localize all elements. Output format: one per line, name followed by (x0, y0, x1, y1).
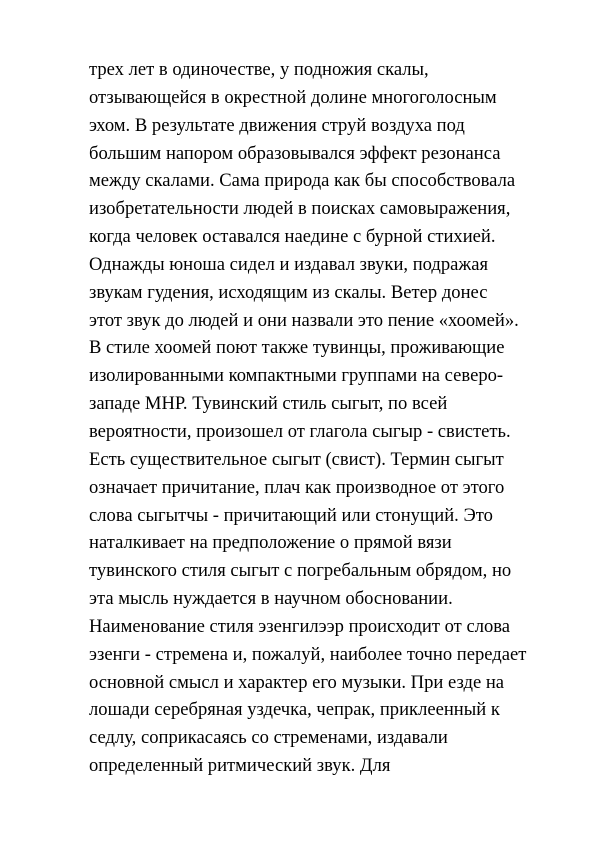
text-line-3: эхом. В результате движения струй воздуха под (89, 114, 465, 136)
text-line-13: западе МНР. Тувинский стиль сыгыт, по всей (89, 393, 448, 415)
text-line-21: Наименование стиля эзенгилээр происходит от слова (89, 615, 511, 637)
text-line-12: изолированными компактными группами на северо- (89, 365, 504, 387)
text-line-15: Есть существительное сыгыт (свист). Термин сыгыт (89, 448, 504, 470)
text-line-25: седлу, соприкасаясь со стременами, издавали (89, 727, 448, 749)
text-line-24: лошади серебряная уздечка, чепрак, приклеенный к (89, 699, 500, 721)
text-line-19: тувинского стиля сыгыт с погребальным обрядом, но (89, 560, 512, 582)
text-line-23: основной смысл и характер его музыки. При езде на (89, 671, 505, 693)
text-line-7: когда человек оставался наедине с бурной стихией. (89, 226, 496, 248)
text-line-18: наталкивает на предположение о прямой вязи (89, 532, 452, 554)
text-line-10: этот звук до людей и они назвали это пение «хоомей». (89, 309, 519, 331)
text-line-4: большим напором образовывался эффект резонанса (89, 142, 501, 164)
text-line-17: слова сыгытчы - причитающий или стонущий. Это (89, 504, 493, 526)
text-line-6: изобретательности людей в поисках самовыражения, (89, 198, 511, 220)
text-line-26: определенный ритмический звук. Для (89, 755, 391, 777)
text-line-8: Однажды юноша сидел и издавал звуки, подражая (89, 253, 489, 275)
text-line-16: означает причитание, плач как производное от этого (89, 476, 505, 498)
text-line-9: звукам гудения, исходящим из скалы. Ветер донес (89, 281, 488, 303)
text-line-11: В стиле хоомей поют также тувинцы, проживающие (89, 337, 505, 359)
text-line-20: эта мысль нуждается в научном обосновании. (89, 588, 453, 610)
text-line-1: трех лет в одиночестве, у подножия скалы, (89, 59, 429, 80)
text-line-2: отзывающейся в окрестной долине многоголосным (89, 86, 497, 108)
text-line-14: вероятности, произошел от глагола сыгыр - свистеть. (89, 420, 511, 442)
text-line-5: между скалами. Сама природа как бы способствовала (89, 170, 516, 192)
text-line-22: эзенги - стремена и, пожалуй, наиболее точно передает (89, 643, 527, 665)
body-text (89, 56, 549, 780)
